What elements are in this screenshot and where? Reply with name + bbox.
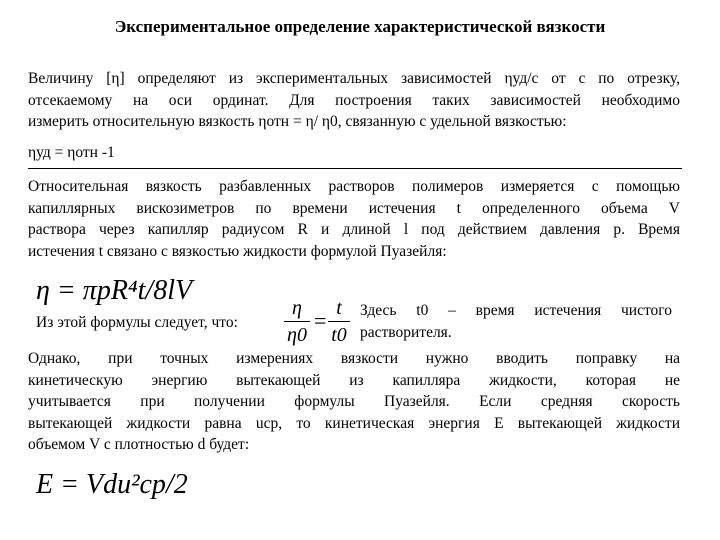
paragraph-capillary-line-3: раствора через капилляр радиусом R и длиной l под действием давления p. Время [28,221,680,238]
poiseuille-formula: η = πpR⁴t/8lV [36,275,193,306]
paragraph-here-line-1: Здесь t0 – время истечения чистого [360,302,672,319]
paragraph-intro [28,68,680,133]
paragraph-intro-line-1: Величину [η] определяют из экспериментальных зависимостей ηуд/с от с по отрезку, [28,70,680,87]
paragraph-correction [28,348,680,456]
paragraph-capillary [28,176,680,262]
specific-viscosity-equation: ηуд = ηотн -1 [28,144,115,161]
paragraph-correction-line-3: учитывается при получении формулы Пуазейля. Если средняя скорость [28,393,680,410]
paragraph-capillary-line-2: капиллярных вискозиметров по времени истечения t определенного объема V [28,199,680,217]
paragraph-here [360,300,672,343]
ratio-eta-denominator: η0 [287,324,307,346]
ratio-time [328,296,350,347]
page-title: Экспериментальное определение характеристической вязкости [114,17,606,36]
ratio-time-bar [328,321,350,322]
ratio-time-numerator: t [336,297,342,319]
ratio-eta-numerator: η [292,297,302,319]
paragraph-capillary-line-1: Относительная вязкость разбавленных растворов полимеров измеряется с помощью [28,178,680,195]
ratio-eta [284,296,310,347]
paragraph-capillary-line-4: истечения t связано с вязкостью жидкости формулой Пуазейля: [28,242,447,260]
paragraph-intro-line-3: измерить относительную вязкость ηотн = η/ η0, связанную с удельной вязкостью: [28,113,567,130]
formula-follows-text: Из этой формулы следует, что: [36,314,238,331]
paragraph-correction-line-4: вытекающей жидкости равна uср, то кинетическая энергия E вытекающей жидкости [28,414,680,432]
paragraph-correction-line-2: кинетическую энергию вытекающей из капилляра жидкости, которая не [28,371,680,389]
paragraph-here-line-2: растворителя. [360,323,452,341]
ratio-eta-bar [284,321,310,322]
paragraph-intro-line-2: отсекаемому на оси ординат. Для построения таких зависимостей необходимо [28,91,680,109]
paragraph-correction-line-5: объемом V с плотностью d будет: [28,436,250,453]
paragraph-correction-line-1: Однако, при точных измерениях вязкости нужно вводить поправку на [28,350,680,367]
ratio-time-denominator: t0 [331,324,347,346]
kinetic-energy-formula: E = Vdu²ср/2 [36,469,188,500]
divider-line [28,168,682,169]
ratio-equals-sign: = [314,308,327,333]
